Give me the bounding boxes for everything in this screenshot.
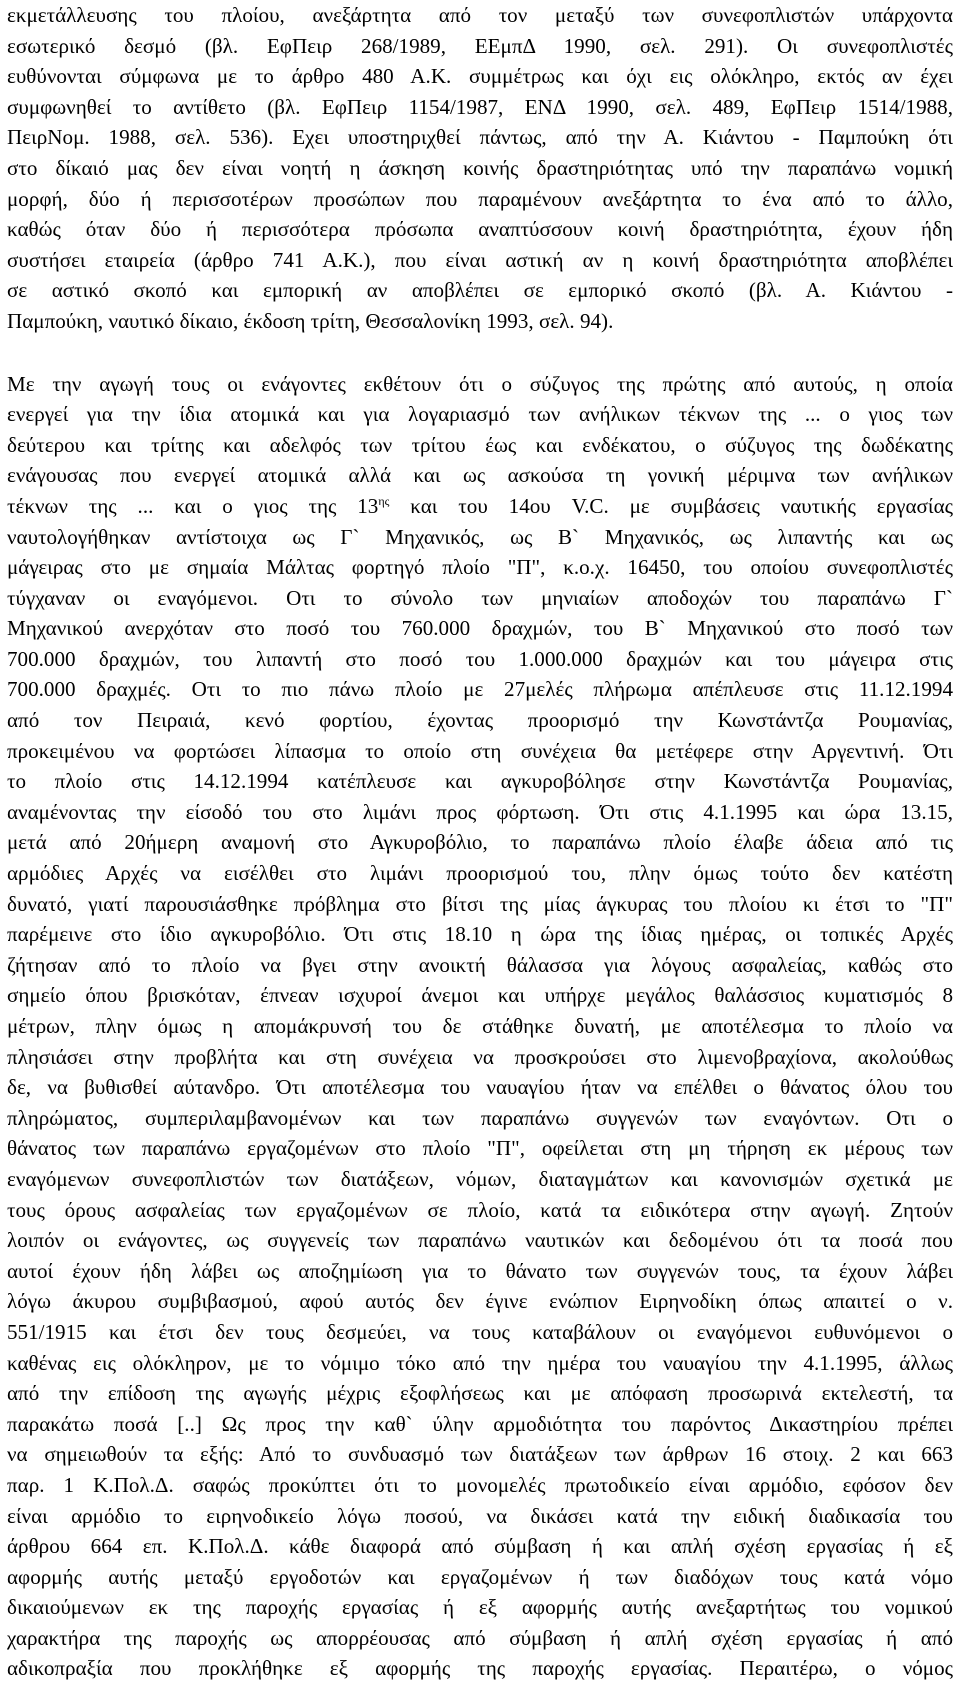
text-line: 700.000 δραχμές. Οτι το πιο πάνω πλοίο με 27μελές πλήρωμα απέπλευσε στις 11.12.1994 [7, 677, 953, 702]
text-line: δικαιούμενων εκ της παροχής εργασίας ή εξ αφορμής αυτής ανεξαρτήτως του νομικού [7, 1595, 953, 1620]
text-line: ζήτησαν από το πλοίο να βγει στην ανοικτή θάλασσα για λόγους ασφαλείας, καθώς στο [7, 952, 953, 977]
text-line: Με την αγωγή τους οι ενάγοντες εκθέτουν ότι ο σύζυγος της πρώτης από αυτούς, η οποία [7, 371, 953, 396]
text-line: εναγόμενων συνεφοπλιστών των διατάξεων, νόμων, διαταγμάτων και κανονισμών σχετικά με [7, 1166, 953, 1191]
text-line: παρακάτω ποσά [..] Ως προς την καθ` ύλην αρμοδιότητα του παρόντος Δικαστηρίου πρέπει [7, 1411, 953, 1436]
text-line-start: τέκνων της ... και ο γιος της 13 [7, 493, 379, 518]
text-line: πλησιάσει στην προβλήτα και στη συνέχεια να προσκρούσει στο λιμενοβραχίονα, ακολούθως [7, 1044, 953, 1069]
text-line: μορφή, δύο ή περισσοτέρων προσώπων που παραμένουν ανεξάρτητα το ένα από το άλλο, [7, 186, 953, 211]
text-line: καθένας εις ολόκληρον, με το νόμιμο τόκο από την ημέρα του ναυαγίου την 4.1.1995, άλλως [7, 1350, 953, 1375]
text-line: αρμόδιες Αρχές να εισέλθει στο λιμάνι προορισμού του, πλην όμως τούτο δεν κατέστη [7, 861, 953, 886]
text-line: να σημειωθούν τα εξής: Από το συνδυασμό των διατάξεων των άρθρων 16 στοιχ. 2 και 663 [7, 1442, 953, 1467]
text-line: ναυτολογήθηκαν αντίστοιχα ως Γ` Μηχανικός, ως Β` Μηχανικός, ως λιπαντής και ως [7, 524, 953, 549]
text-line: ενάγουσας που ενεργεί ατομικά αλλά και ως ασκούσα τη γονική μέριμνα των ανήλικων [7, 463, 953, 488]
text-line: μέτρων, πλην όμως η απομάκρυνσή του δε στάθηκε δυνατή, με αποτέλεσμα το πλοίο να [7, 1014, 953, 1038]
text-line: 700.000 δραχμών, του λιπαντή στο ποσό του 1.000.000 δραχμών και του μάγειρα στις [7, 646, 953, 671]
text-line: πληρώματος, συμπεριλαμβανομένων και των παραπάνω συγγενών των εναγόντων. Οτι ο [7, 1105, 953, 1130]
text-line: ΠειρΝομ. 1988, σελ. 536). Εχει υποστηριχθεί πάντως, από την Α. Κιάντου - Παμπούκη ότι [7, 125, 953, 150]
text-line: λοιπόν οι ενάγοντες, ως συγγενείς των παραπάνω ναυτικών και δεδομένου ότι τα ποσά που [7, 1228, 953, 1253]
text-line: καθώς όταν δύο ή περισσότερα πρόσωπα αναπτύσσουν κοινή δραστηριότητα, έχουν ήδη [7, 217, 953, 242]
text-line: σε αστικό σκοπό και εμπορική αν αποβλέπει σε εμπορικό σκοπό (βλ. Α. Κιάντου - [7, 278, 953, 303]
text-line: ευθύνονται σύμφωνα με το άρθρο 480 Α.Κ. συμμέτρως και όχι εις ολόκληρο, εκτός αν έχει [7, 64, 953, 89]
text-line: αναμένοντας την είσοδό του στο λιμάνι προς φόρτωση. Ότι στις 4.1.1995 και ώρα 13.15, [7, 799, 953, 824]
text-line: αφορμής αυτής μεταξύ εργοδοτών και εργαζομένων ή των διαδόχων τους κατά νόμο [7, 1564, 953, 1589]
text-line: τους όρους ασφαλείας των εργαζομένων σε πλοίο, κατά τα ειδικότερα στην αγωγή. Ζητούν [7, 1197, 953, 1222]
text-line: εσωτερικό δεσμό (βλ. ΕφΠειρ 268/1989, ΕΕμπΔ 1990, σελ. 291). Οι συνεφοπλιστές [7, 33, 953, 58]
paragraph-shipowners-liability [7, 0, 953, 337]
text-line: αδικοπραξία που προκλήθηκε εξ αφορμής της παροχής εργασίας. Περαιτέρω, ο νόμος [7, 1656, 953, 1681]
paragraph-gap [7, 337, 953, 369]
text-line: είναι αρμόδιο το ειρηνοδικείο λόγω ποσού, να δικάσει κατά την ειδική διαδικασία του [7, 1503, 953, 1528]
text-line: από την επίδοση της αγωγής μέχρις εξοφλήσεως και με απόφαση προσωρινά εκτελεστή, τα [7, 1381, 953, 1406]
text-line: ενεργεί για την ίδια ατομικά και για λογαριασμό των ανήλικων τέκνων της ... ο γιος των [7, 402, 953, 427]
ordinal-superscript: ης [378, 493, 390, 508]
text-line: σημείο όπου βρισκόταν, έπνεαν ισχυροί άνεμοι και υπήρχε μεγάλος θαλάσσιος κυματισμός 8 [7, 983, 953, 1008]
text-line: μάγειρας στο με σημαία Μάλτας φορτηγό πλοίο "Π", κ.ο.χ. 16450, του οποίου συνεφοπλιστές [7, 555, 953, 580]
text-line-end: και του 14ου V.C. με συμβάσεις ναυτικής εργασίας [389, 493, 954, 518]
text-line: συμφωνηθεί το αντίθετο (βλ. ΕφΠειρ 1154/1987, ΕΝΔ 1990, σελ. 489, ΕφΠειρ 1514/1988, [7, 94, 953, 119]
text-line: τύγχαναν οι εναγόμενοι. Οτι το σύνολο των μηνιαίων αποδοχών του παραπάνω Γ` [7, 585, 953, 610]
text-line: Μηχανικού ανερχόταν στο ποσό του 760.000 δραχμών, του Β` Μηχανικού στο ποσό των [7, 616, 953, 641]
text-line [7, 491, 953, 522]
text-line: παρ. 1 Κ.Πολ.Δ. σαφώς προκύπτει ότι το μονομελές πρωτοδικείο είναι αρμόδιο, εφόσον δεν [7, 1472, 953, 1497]
document-page [7, 0, 953, 1684]
text-line: Παμπούκη, ναυτικό δίκαιο, έκδοση τρίτη, Θεσσαλονίκη 1993, σελ. 94). [7, 308, 614, 333]
text-line: δεύτερου και τρίτης και αδελφός των τρίτου έως και ενδέκατου, ο σύζυγος της δωδέκατης [7, 432, 953, 457]
text-line: συστήσει εταιρεία (άρθρο 741 Α.Κ.), που είναι αστική αν η κοινή δραστηριότητα αποβλέπει [7, 247, 953, 272]
text-line: μετά από 20ήμερη αναμονή στο Αγκυροβόλιο, το παραπάνω πλοίο έλαβε άδεια από τις [7, 830, 953, 855]
text-line: θάνατος των παραπάνω εργαζομένων στο πλοίο "Π", οφείλεται στη μη τήρηση εκ μέρους των [7, 1136, 953, 1161]
text-line: προκειμένου να φορτώσει λίπασμα το οποίο στη συνέχεια θα μετέφερε στην Αργεντινή. Ότι [7, 738, 953, 763]
text-line: δε, να βυθισθεί αύτανδρο. Ότι αποτέλεσμα του ναυαγίου ήταν να επέλθει ο θάνατος όλου του [7, 1075, 953, 1100]
text-line: λόγω άκυρου συμβιβασμού, αφού αυτός δεν έγινε ενώπιον Ειρηνοδίκη όπως απαιτεί ο ν. [7, 1289, 953, 1314]
text-line: το πλοίο στις 14.12.1994 κατέπλευσε και αγκυροβόλησε στην Κωνστάντζα Ρουμανίας, [7, 769, 953, 794]
text-line: 551/1915 και έτσι δεν τους δεσμεύει, να τους καταβάλουν οι εναγόμενοι ευθυνόμενοι ο [7, 1319, 953, 1344]
paragraph-lawsuit-facts [7, 369, 953, 1684]
text-line: παρέμεινε στο ίδιο αγκυροβόλιο. Ότι στις 18.10 η ώρα της ίδιας ημέρας, οι τοπικές Αρχές [7, 922, 953, 947]
text-line: στο δίκαιό μας δεν είναι νοητή η άσκηση κοινής δραστηριότητας υπό την παραπάνω νομική [7, 155, 953, 180]
text-line: χαρακτήρα της παροχής ως απορρέουσας από σύμβαση ή απλή σχέση εργασίας ή από [7, 1625, 953, 1650]
text-line: από τον Πειραιά, κενό φορτίου, έχοντας προορισμό την Κωνστάντζα Ρουμανίας, [7, 708, 953, 733]
text-line: εκμετάλλευσης του πλοίου, ανεξάρτητα από τον μεταξύ των συνεφοπλιστών υπάρχοντα [7, 3, 953, 27]
text-line: αυτοί έχουν ήδη λάβει ως αποζημίωση για το θάνατο των συγγενών τους, τα έχουν λάβει [7, 1258, 953, 1283]
text-line: δυνατό, γιατί παρουσιάσθηκε πρόβλημα στο βίτσι της μίας άγκυρας του πλοίου κι έτσι το "Π" [7, 891, 953, 916]
text-line: άρθρου 664 επ. Κ.Πολ.Δ. κάθε διαφορά από σύμβαση ή και απλή σχέση εργασίας ή εξ [7, 1534, 953, 1559]
